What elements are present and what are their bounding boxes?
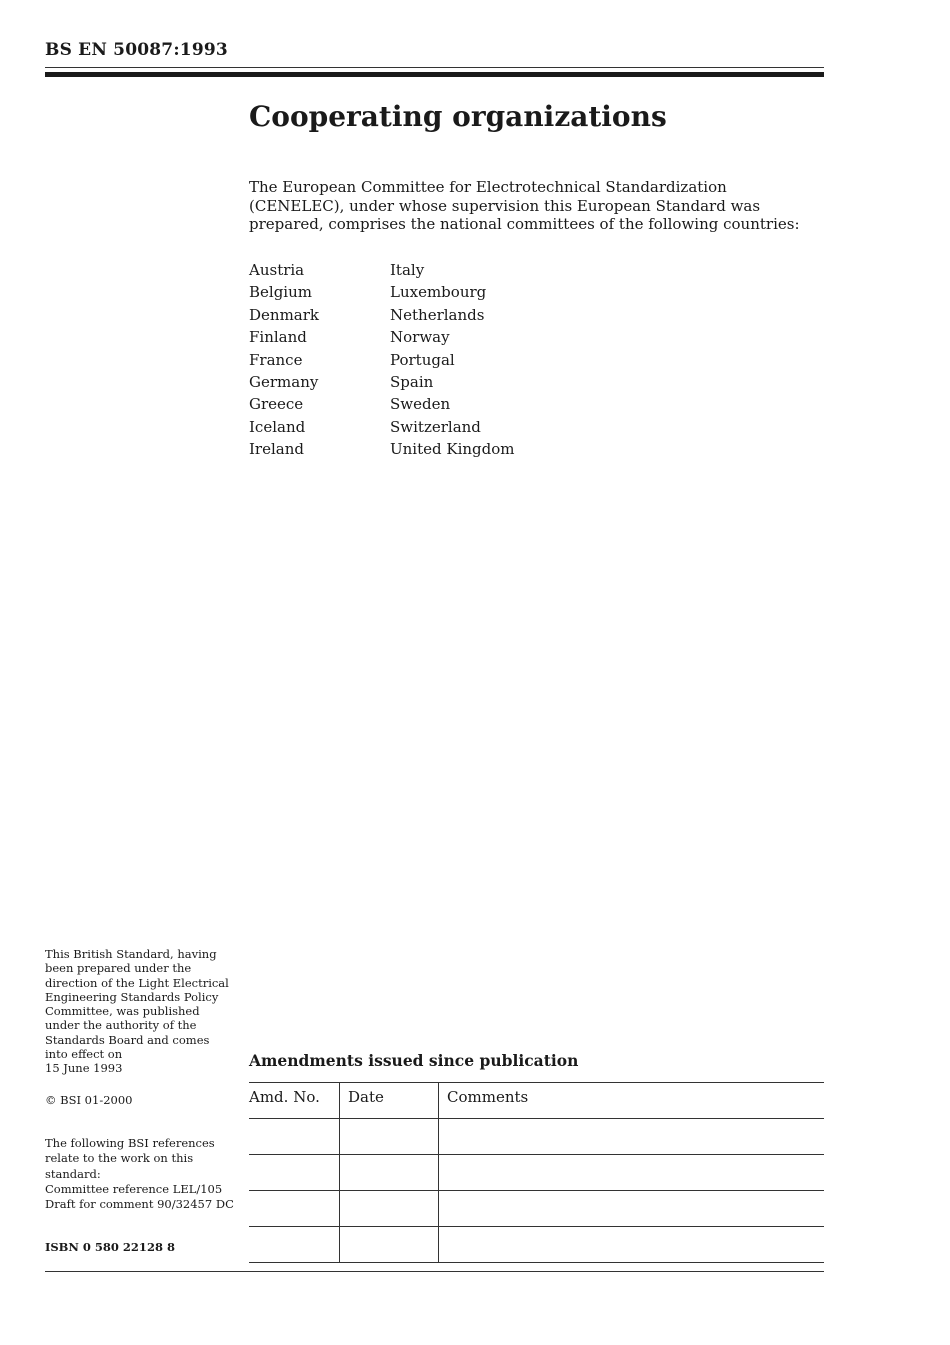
publication-note-line: under the authority of the (45, 1018, 197, 1033)
country-item: Netherlands (390, 305, 485, 324)
bsi-reference-line: Draft for comment 90/32457 DC (45, 1197, 234, 1212)
bsi-reference-line: Committee reference LEL/105 (45, 1181, 223, 1196)
table-row (249, 1191, 824, 1227)
publication-note (45, 947, 245, 1076)
column-header-comments: Comments (439, 1083, 825, 1119)
publication-note-line: 15 June 1993 (45, 1061, 123, 1076)
amendments-table (249, 1082, 824, 1263)
country-item: Switzerland (390, 417, 481, 436)
bsi-reference-line: relate to the work on this (45, 1151, 194, 1166)
page-title: Cooperating organizations (249, 100, 667, 133)
column-header-amd-no: Amd. No. (249, 1083, 340, 1119)
publication-note-line: Engineering Standards Policy (45, 989, 219, 1004)
country-list-left (249, 259, 319, 461)
table-cell (340, 1155, 439, 1191)
intro-paragraph: The European Committee for Electrotechnical Standardization (CENELEC), under whose supervision this European Standard was prepared, comprises the national committees of the following countries: (249, 178, 800, 233)
document-reference: BS EN 50087:1993 (45, 40, 228, 60)
table-row (249, 1155, 824, 1191)
header-rule-thin (45, 67, 824, 68)
country-item: Greece (249, 395, 304, 414)
publication-note-line: This British Standard, having (45, 947, 217, 961)
publication-note-line: into effect on (45, 1047, 123, 1062)
country-item: Denmark (249, 305, 319, 324)
table-cell (439, 1191, 825, 1227)
country-list-right (390, 259, 515, 461)
country-item: Austria (249, 261, 305, 279)
copyright-notice: © BSI 01-2000 (45, 1093, 133, 1107)
country-item: Ireland (249, 440, 304, 459)
table-cell (340, 1191, 439, 1227)
publication-note-line: been prepared under the (45, 961, 192, 976)
country-item: Sweden (390, 395, 451, 414)
table-cell (249, 1191, 340, 1227)
table-cell (340, 1227, 439, 1263)
country-item: Finland (249, 328, 307, 347)
bsi-reference-line: standard: (45, 1166, 101, 1181)
table-cell (340, 1119, 439, 1155)
country-item: Portugal (390, 350, 455, 369)
header-rule-thick (45, 72, 824, 77)
table-row (249, 1119, 824, 1155)
country-item: Norway (390, 328, 450, 347)
country-item: Iceland (249, 417, 306, 436)
table-cell (439, 1227, 825, 1263)
country-item: France (249, 350, 303, 369)
publication-note-line: Committee, was published (45, 1004, 200, 1019)
country-item: United Kingdom (390, 440, 515, 459)
table-cell (249, 1155, 340, 1191)
amendments-title: Amendments issued since publication (249, 1051, 579, 1070)
isbn: ISBN 0 580 22128 8 (45, 1240, 175, 1254)
bsi-references (45, 1136, 245, 1212)
publication-note-line: direction of the Light Electrical (45, 975, 229, 990)
bsi-reference-line: The following BSI references (45, 1136, 215, 1150)
table-row (249, 1227, 824, 1263)
column-header-date: Date (340, 1083, 439, 1119)
table-header-row (249, 1083, 824, 1119)
country-item: Luxembourg (390, 283, 487, 302)
country-item: Spain (390, 373, 434, 392)
table-cell (439, 1119, 825, 1155)
country-item: Germany (249, 373, 319, 392)
country-item: Italy (390, 261, 425, 279)
table-cell (249, 1227, 340, 1263)
table-cell (249, 1119, 340, 1155)
country-item: Belgium (249, 283, 312, 302)
publication-note-line: Standards Board and comes (45, 1032, 210, 1047)
table-cell (439, 1155, 825, 1191)
footer-rule (45, 1271, 824, 1272)
